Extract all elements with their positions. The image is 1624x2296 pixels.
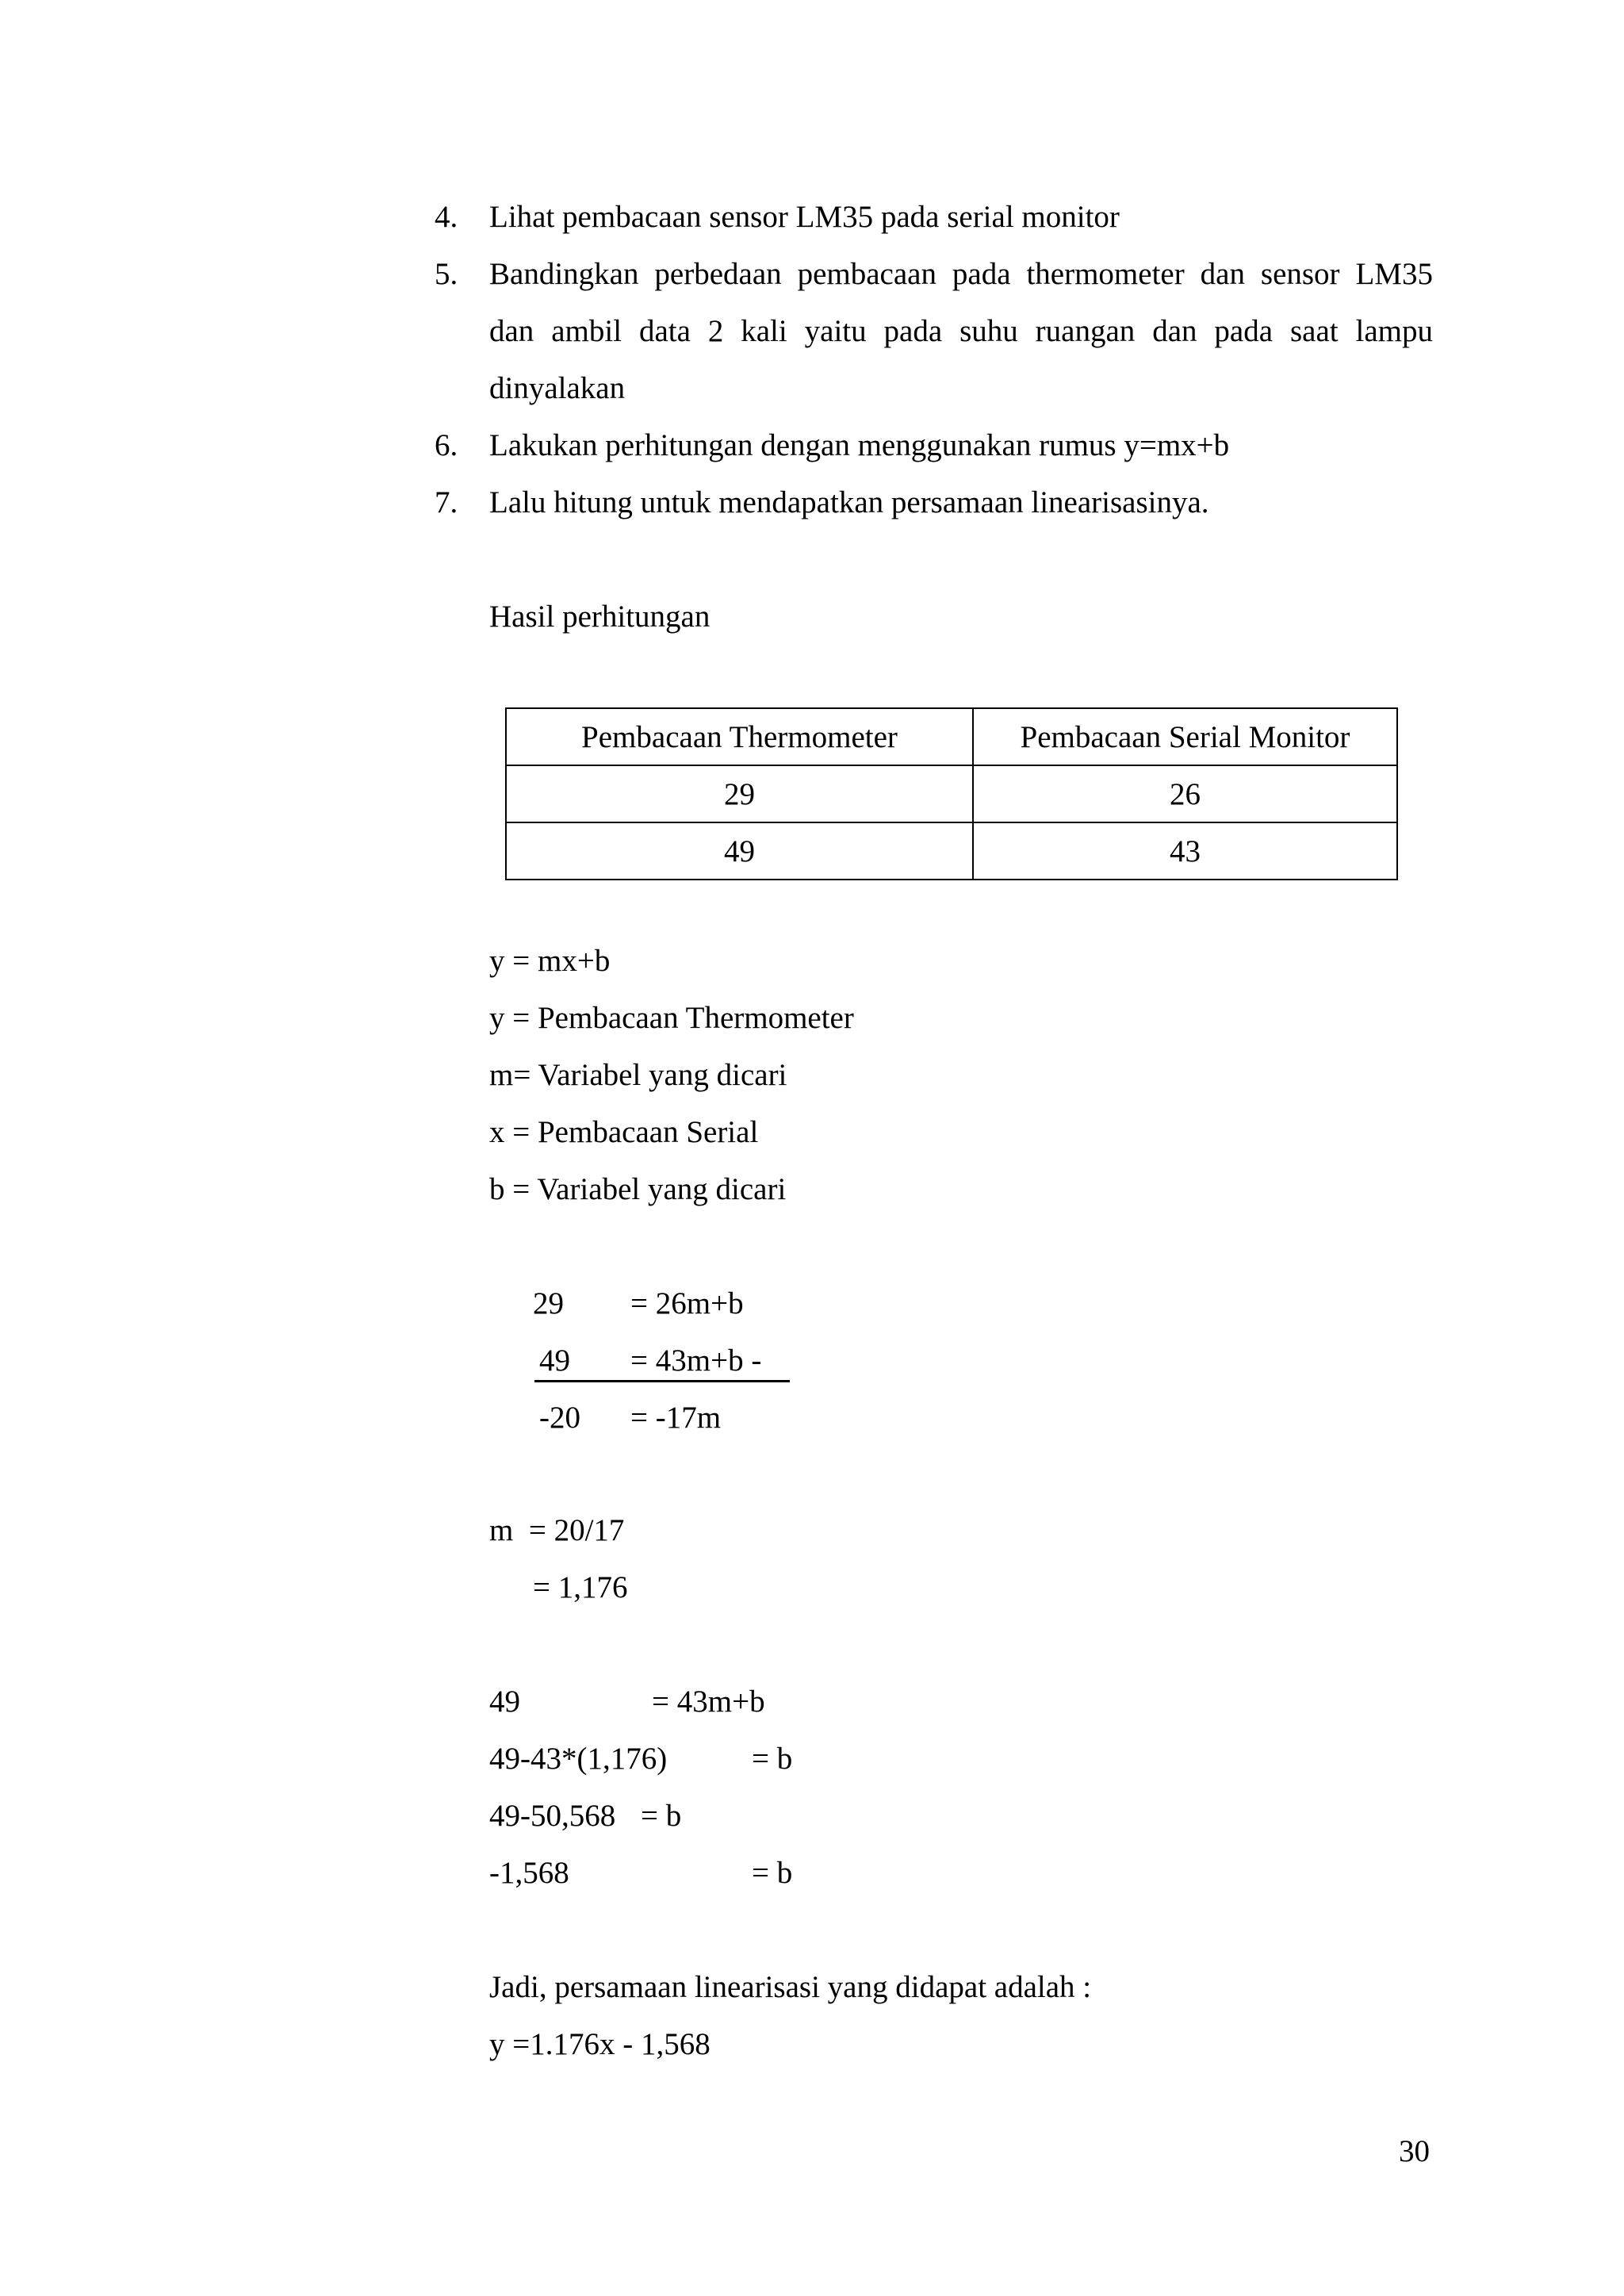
equation-left: -20 xyxy=(539,1401,580,1435)
step-text: Lihat pembacaan sensor LM35 pada serial monitor xyxy=(489,200,1120,234)
step-number: 5. xyxy=(435,257,458,291)
definition-line: m= Variabel yang dicari xyxy=(489,1058,787,1092)
final-equation: y =1.176x - 1,568 xyxy=(489,2027,710,2061)
b-calc-left: 49-43*(1,176) xyxy=(489,1742,668,1776)
equation-right: = -17m xyxy=(630,1401,722,1435)
step-text: Bandingkan perbedaan pembacaan pada thermometer dan sensor LM35 xyxy=(489,257,1433,291)
m-calc-line: m = 20/17 xyxy=(489,1513,625,1547)
b-calc-left: -1,568 xyxy=(489,1856,569,1890)
b-calc-right: = 43m+b xyxy=(652,1685,765,1719)
step-text: Lalu hitung untuk mendapatkan persamaan linearisasinya. xyxy=(489,485,1209,519)
result-table xyxy=(505,707,1398,880)
table-cell: 29 xyxy=(506,765,973,822)
conclusion-text: Jadi, persamaan linearisasi yang didapat adalah : xyxy=(489,1970,1092,2004)
subtraction-rule xyxy=(534,1380,790,1382)
table-header: Pembacaan Thermometer xyxy=(506,708,973,765)
table-row xyxy=(506,822,1397,880)
b-calc-right: = b xyxy=(752,1856,793,1890)
table-header: Pembacaan Serial Monitor xyxy=(973,708,1397,765)
b-calc-left: 49 xyxy=(489,1685,520,1719)
step-number: 6. xyxy=(435,428,458,462)
equation-left: 29 xyxy=(533,1286,564,1320)
step-text: Lakukan perhitungan dengan menggunakan rumus y=mx+b xyxy=(489,428,1230,462)
equation-right: = 26m+b xyxy=(630,1286,744,1320)
table-header-row xyxy=(506,708,1397,765)
step-text: dan ambil data 2 kali yaitu pada suhu ruangan dan pada saat lampu xyxy=(489,314,1433,348)
step-number: 4. xyxy=(435,200,458,234)
b-calc-left: 49-50,568 xyxy=(489,1799,616,1833)
definition-line: x = Pembacaan Serial xyxy=(489,1115,759,1149)
definition-line: y = mx+b xyxy=(489,944,611,978)
b-calc-right: = b xyxy=(641,1799,682,1833)
equation-left: 49 xyxy=(539,1343,570,1378)
table-cell: 49 xyxy=(506,822,973,880)
m-calc-line: = 1,176 xyxy=(533,1570,628,1604)
equation-right: = 43m+b - xyxy=(630,1343,762,1378)
table-cell: 43 xyxy=(973,822,1397,880)
result-heading: Hasil perhitungan xyxy=(489,600,710,634)
page-number: 30 xyxy=(1399,2134,1430,2168)
definition-line: b = Variabel yang dicari xyxy=(489,1172,787,1206)
table-row xyxy=(506,765,1397,822)
b-calc-right: = b xyxy=(752,1742,793,1776)
step-number: 7. xyxy=(435,485,458,519)
table-cell: 26 xyxy=(973,765,1397,822)
definition-line: y = Pembacaan Thermometer xyxy=(489,1001,854,1035)
step-text: dinyalakan xyxy=(489,371,626,405)
